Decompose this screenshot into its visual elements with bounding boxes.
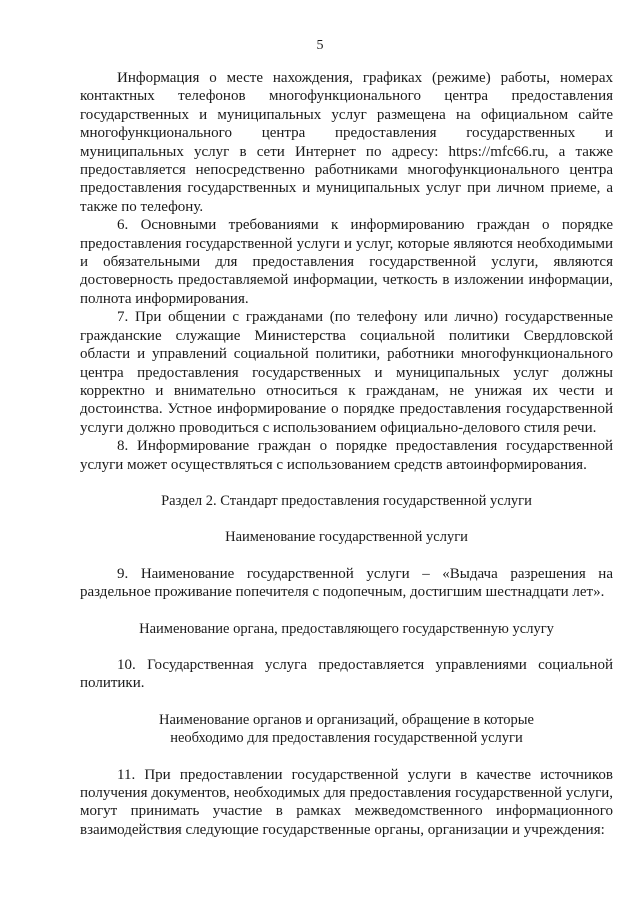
paragraph-7: 7. При общении с гражданами (по телефону или лично) государственные гражданские служащие Министерства социальной политики Свердловской области и управлений социальной политики, работники многофункционального центра предоставления государственных и муниципальных услуг должны корректно и внимательно относиться к гражданам, не унижая их чести и достоинства. Устное информирование о порядке предоставления государственной услуги должно проводиться с использованием официально-делового стиля речи. [80,309,613,436]
page-number: 5 [316,38,324,53]
heading-organizations [80,711,613,748]
heading-organizations-line-2: необходимо для предоставления государственной услуги [170,730,523,747]
heading-providing-body: Наименование органа, предоставляющего государственную услугу [139,620,554,637]
paragraph-mfc-info: Информация о месте нахождения, графиках (режиме) работы, номерах контактных телефонов многофункционального центра предоставления государственных и муниципальных услуг размещена на официальном сайте многофункционального центра предоставления государственных и муниципальных услуг в сети Интернет по адресу: https://mfc66.ru, а также предоставляется непосредственно работниками многофункционального центра предоставления государственных и муниципальных услуг при личном приеме, а также по телефону. [80,70,613,215]
heading-organizations-line-1: Наименование органов и организаций, обращение в которые [159,711,534,728]
paragraph-8: 8. Информирование граждан о порядке предоставления государственной услуги может осуществляться с использованием средств автоинформирования. [80,438,613,473]
paragraph-11: 11. При предоставлении государственной услуги в качестве источников получения документов, необходимых для предоставления государственной услуги, могут принимать участие в рамках межведомственного информационного взаимодействия следующие государственные органы, организации и учреждения: [80,766,613,838]
document-body [80,69,613,839]
paragraph-10: 10. Государственная услуга предоставляется управлениями социальной политики. [80,656,613,692]
paragraph-6: 6. Основными требованиями к информированию граждан о порядке предоставления государственной услуги и услуг, которые являются необходимыми и обязательными для предоставления государственной услуги, являются достоверность предоставляемой информации, четкость в изложении информации, полнота информирования. [80,217,613,307]
heading-service-name: Наименование государственной услуги [225,529,468,546]
paragraph-9: 9. Наименование государственной услуги – «Выдача разрешения на раздельное проживание попечителя с подопечным, достигшим шестнадцати лет». [80,565,613,601]
section-title: Раздел 2. Стандарт предоставления государственной услуги [161,492,532,509]
